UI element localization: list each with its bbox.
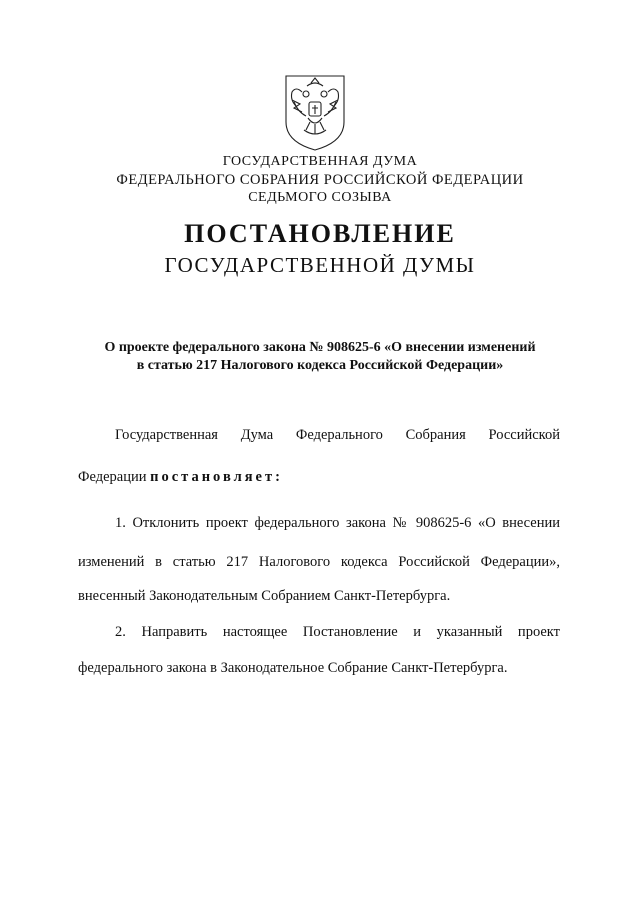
document-type-title: ПОСТАНОВЛЕНИЕ	[184, 219, 456, 248]
item2-line2: федерального закона в Законодательное Собрание Санкт-Петербурга.	[78, 660, 508, 676]
convocation-line: СЕДЬМОГО СОЗЫВА	[248, 190, 392, 205]
intro-line2-start: Федерации	[78, 469, 147, 485]
subject-line1: О проекте федерального закона № 908625-6 «О внесении изменений	[104, 340, 536, 355]
intro-line1: Государственная Дума Федерального Собрания Российской	[115, 427, 560, 443]
item1-line3: внесенный Законодательным Собранием Санкт-Петербурга.	[78, 588, 451, 604]
document-issuer-title: ГОСУДАРСТВЕННОЙ ДУМЫ	[164, 253, 476, 277]
item2-line1: 2. Направить настоящее Постановление и указанный проект	[115, 624, 560, 640]
subject-line2: в статью 217 Налогового кодекса Российской Федерации»	[136, 358, 504, 373]
item1-line1: 1. Отклонить проект федерального закона № 908625-6 «О внесении	[115, 515, 560, 531]
org-name-line2: ФЕДЕРАЛЬНОГО СОБРАНИЯ РОССИЙСКОЙ ФЕДЕРАЦИИ	[116, 172, 524, 188]
item1-line2: изменений в статью 217 Налогового кодекса Российской Федерации»,	[78, 554, 560, 570]
resolves-word: постановляет:	[150, 469, 283, 485]
intro-line2	[78, 469, 560, 486]
org-name-line1: ГОСУДАРСТВЕННАЯ ДУМА	[222, 154, 418, 169]
russian-coat-of-arms-icon	[280, 72, 350, 152]
